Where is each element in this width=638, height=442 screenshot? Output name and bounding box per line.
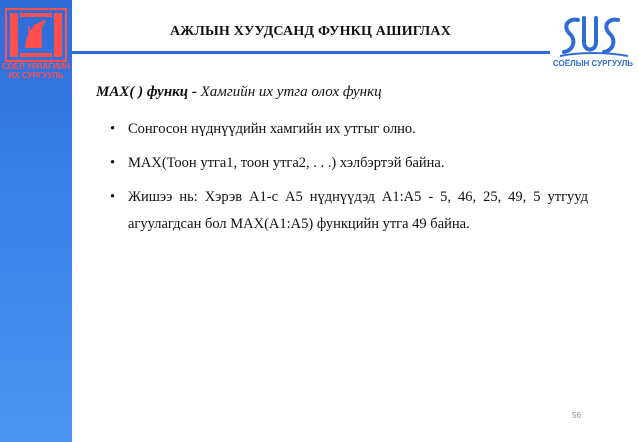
- heading-function-name: MAX( ) функц -: [96, 84, 197, 100]
- list-item: [108, 184, 588, 238]
- bullet-text: Жишээ нь: Хэрэв A1-с A5 нүднүүдэд A1:A5 - 5, 46, 25, 49, 5 утгууд агуулагдсан бол MAX(A1:A5) функцийн утга 49 байна.: [128, 189, 588, 232]
- title-underline: [72, 51, 550, 54]
- left-logo-line1: СОЁЛ УРЛАГИЙН: [2, 62, 70, 71]
- heading-description: Хамгийн их утга олох функц: [200, 84, 382, 100]
- section-heading: [96, 84, 382, 101]
- bullet-icon: •: [110, 189, 116, 205]
- list-item: [108, 150, 588, 177]
- page-number: 56: [572, 411, 581, 420]
- list-item: [108, 116, 588, 143]
- bullet-text: MAX(Тоон утга1, тоон утга2, . . .) хэлбэртэй байна.: [128, 155, 445, 171]
- slide-title: АЖЛЫН ХУУДСАНД ФУНКЦ АШИГЛАХ: [170, 24, 452, 39]
- bullet-icon: •: [110, 155, 116, 171]
- bullet-text: Сонгосон нүднүүдийн хамгийн их утгыг олно.: [128, 121, 416, 137]
- bullet-icon: •: [110, 121, 116, 137]
- right-logo-caption: СОЁЛЫН СУРГУУЛЬ: [552, 59, 634, 68]
- bullet-list: [108, 116, 588, 245]
- left-logo-line2: ИХ СУРГУУЛЬ: [8, 71, 64, 80]
